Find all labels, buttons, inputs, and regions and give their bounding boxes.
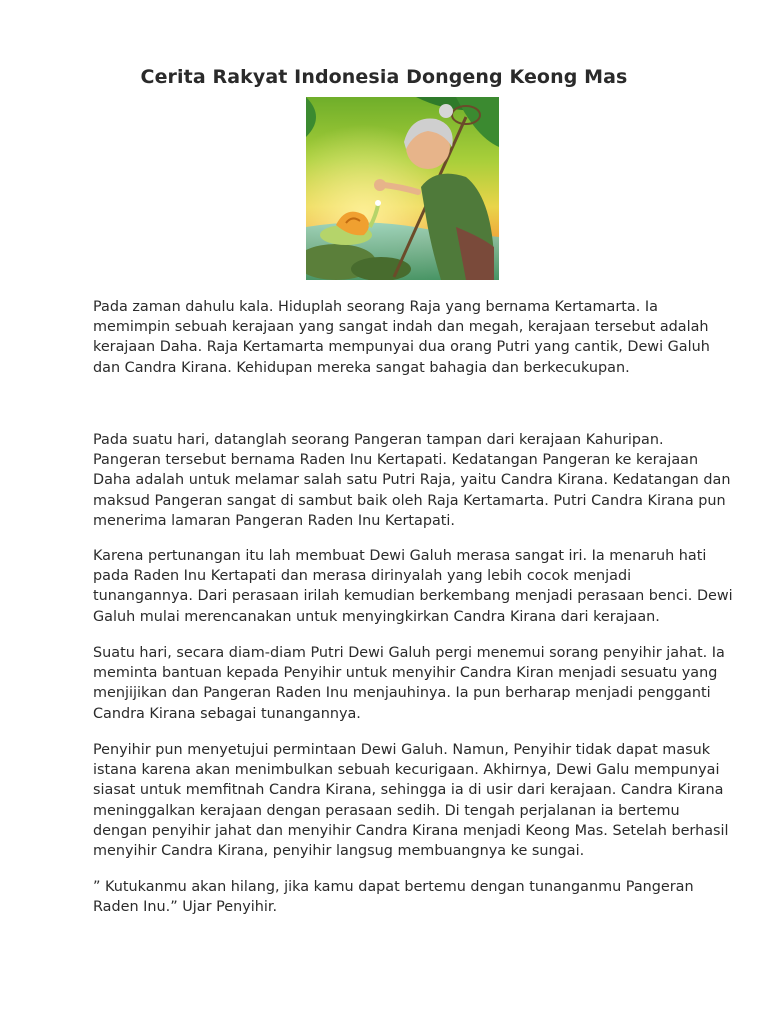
story-paragraph: Pada suatu hari, datanglah seorang Pangeran tampan dari kerajaan Kahuripan. Pangeran tersebut bernama Raden Inu Kertapati. Kedatangan Pangeran ke kerajaan Daha adalah untuk melamar salah satu Putri Raja, yaitu Candra Kirana. Kedatangan dan maksud Pangeran sangat di sambut baik oleh Raja Kertamarta. Putri Candra Kirana pun menerima lamaran Pangeran Raden Inu Kertapati. <box>93 432 731 529</box>
story-paragraph: ” Kutukanmu akan hilang, jika kamu dapat bertemu dengan tunanganmu Pangeran Raden Inu.” Ujar Penyihir. <box>93 879 694 916</box>
story-paragraph: Karena pertunangan itu lah membuat Dewi Galuh merasa sangat iri. Ia menaruh hati pada Raden Inu Kertapati dan merasa dirinyalah yang lebih cocok menjadi tunangannya. Dari perasaan irilah kemudian berkembang menjadi perasaan benci. Dewi Galuh mulai merencanakan untuk menyingkirkan Candra Kirana dari kerajaan. <box>93 548 733 625</box>
story-paragraph: Pada zaman dahulu kala. Hiduplah seorang Raja yang bernama Kertamarta. Ia memimpin sebuah kerajaan yang sangat indah dan megah, kerajaan tersebut adalah kerajaan Daha. Raja Kertamarta mempunyai dua orang Putri yang cantik, Dewi Galuh dan Candra Kirana. Kehidupan mereka sangat bahagia dan berkecukupan. <box>93 299 710 376</box>
page-title: Cerita Rakyat Indonesia Dongeng Keong Mas <box>140 65 628 88</box>
story-paragraph: Penyihir pun menyetujui permintaan Dewi Galuh. Namun, Penyihir tidak dapat masuk istana karena akan menimbulkan sebuah kecurigaan. Akhirnya, Dewi Galu mempunyai siasat untuk memfitnah Candra Kirana, sehingga ia di usir dari kerajaan. Candra Kirana meninggalkan kerajaan dengan perasaan sedih. Di tengah perjalanan ia bertemu dengan penyihir jahat dan menyihir Candra Kirana menjadi Keong Mas. Setelah berhasil menyihir Candra Kirana, penyihir langsug membuangnya ke sungai. <box>93 742 729 860</box>
story-paragraph: Suatu hari, secara diam-diam Putri Dewi Galuh pergi menemui sorang penyihir jahat. Ia meminta bantuan kepada Penyihir untuk menyihir Candra Kiran menjadi sesuatu yang menjijikan dan Pangeran Raden Inu menjauhinya. Ia pun berharap menjadi pengganti Candra Kirana sebagai tunangannya. <box>93 645 725 722</box>
story-illustration <box>306 97 499 280</box>
